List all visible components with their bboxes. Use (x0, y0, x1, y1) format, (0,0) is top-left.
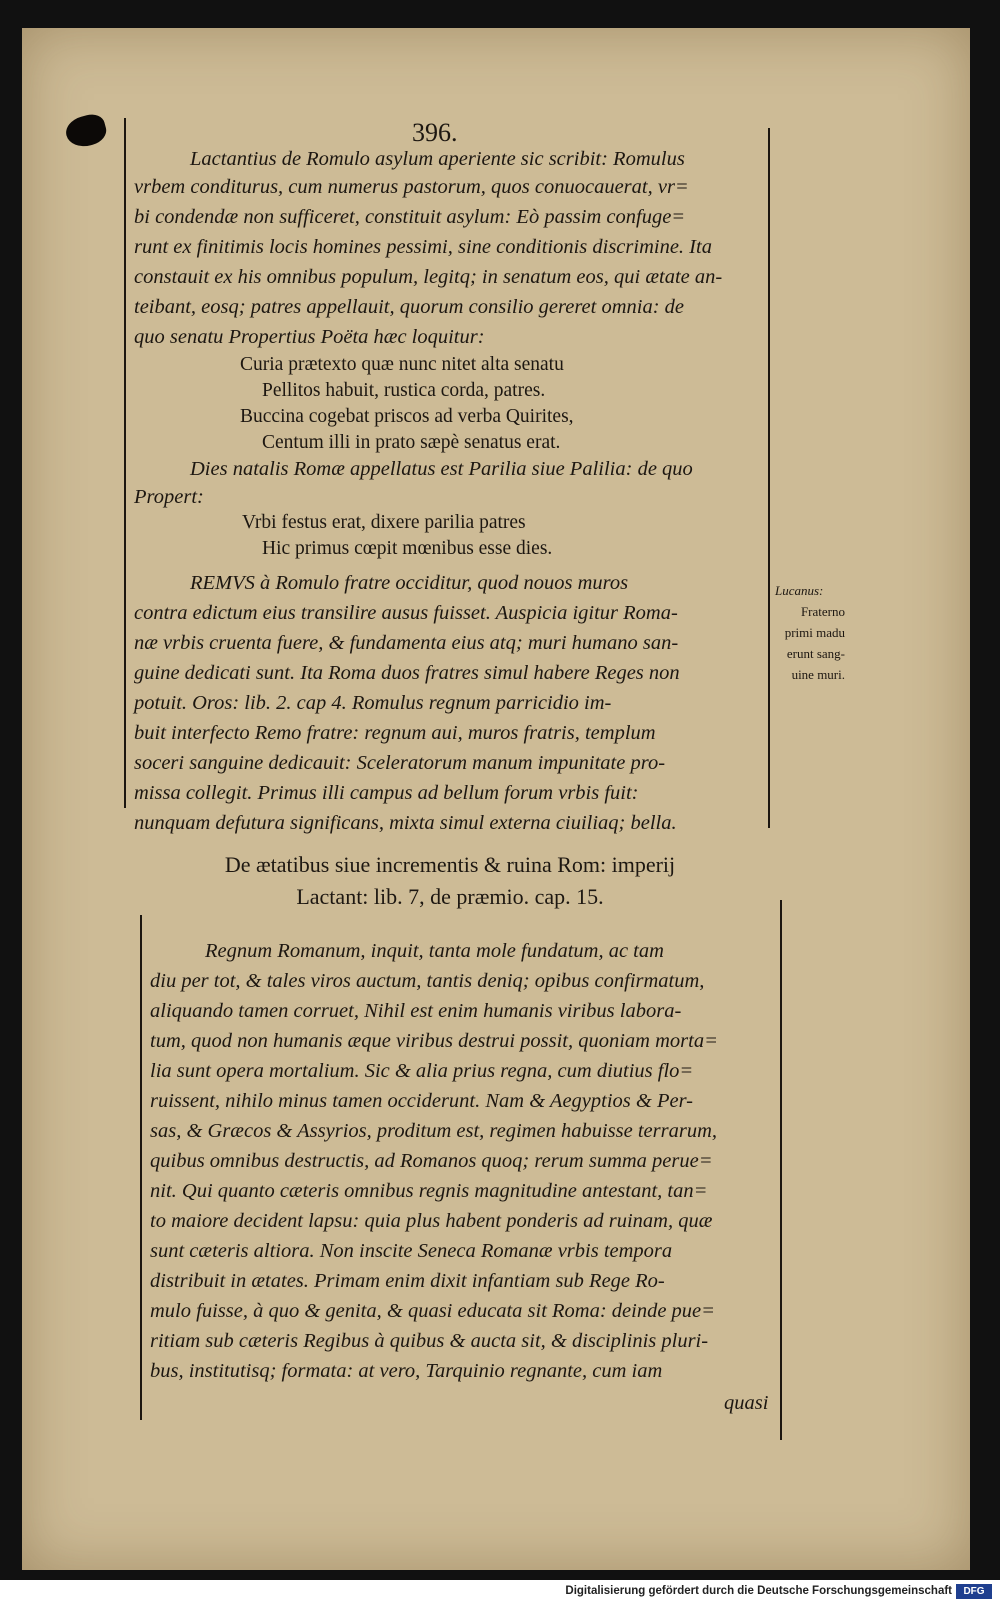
dfg-logo: DFG (956, 1584, 992, 1599)
verse-line: Vrbi festus erat, dixere parilia patres (242, 512, 526, 533)
text-line: Lactantius de Romulo asylum aperiente sic scribit: Romulus (190, 148, 685, 170)
text-line: missa collegit. Primus illi campus ad bellum forum vrbis fuit: (134, 782, 639, 804)
text-line: guine dedicati sunt. Ita Roma duos fratres simul habere Reges non (134, 662, 680, 684)
footer-bar (0, 1580, 1000, 1603)
text-line: næ vrbis cruenta fuere, & fundamenta eius atq; muri humano san- (134, 632, 679, 654)
right-rule-upper (768, 128, 770, 828)
text-line: quo senatu Propertius Poëta hæc loquitur: (134, 326, 485, 348)
section-heading-line-2: Lactant: lib. 7, de præmio. cap. 15. (296, 884, 604, 909)
text-line: aliquando tamen corruet, Nihil est enim humanis viribus labora- (150, 1000, 682, 1022)
verse-line: Centum illi in prato sæpè senatus erat. (262, 432, 561, 453)
text-line: buit interfecto Remo fratre: regnum aui, muros fratris, templum (134, 722, 656, 744)
text-line: quibus omnibus destructis, ad Romanos quoq; rerum summa perue= (150, 1150, 713, 1172)
text-line: bus, institutisq; formata: at vero, Tarquinio regnante, cum iam (150, 1360, 663, 1382)
verse-line: Curia prætexto quæ nunc nitet alta senatu (240, 354, 564, 375)
text-line: runt ex finitimis locis homines pessimi, sine conditionis discrimine. Ita (134, 236, 712, 258)
text-line: tum, quod non humanis æque viribus destrui possit, quoniam morta= (150, 1030, 718, 1052)
margin-note-line: erunt sang- (786, 646, 845, 661)
text-line: ritiam sub cæteris Regibus à quibus & aucta sit, & disciplinis pluri- (150, 1330, 709, 1352)
text-line: contra edictum eius transilire ausus fuisset. Auspicia igitur Roma- (134, 602, 678, 624)
text-line: lia sunt opera mortalium. Sic & alia prius regna, cum diutius flo= (150, 1060, 694, 1082)
section-heading-line-1: De ætatibus siue incrementis & ruina Rom: imperij (224, 852, 676, 877)
right-rule-lower (780, 900, 782, 1440)
text-line: nit. Qui quanto cæteris omnibus regnis magnitudine antestant, tan= (150, 1180, 708, 1202)
text-line: Dies natalis Romæ appellatus est Parilia siue Palilia: de quo (190, 458, 693, 480)
text-line: to maiore decident lapsu: quia plus habent ponderis ad ruinam, quæ (150, 1210, 713, 1232)
text-line: nunquam defutura significans, mixta simul externa ciuiliaq; bella. (134, 812, 677, 834)
verse-line: Hic primus cœpit mœnibus esse dies. (262, 538, 553, 559)
margin-note-line: Lucanus: (775, 583, 824, 598)
verse-line: Pellitos habuit, rustica corda, patres. (262, 380, 546, 401)
text-line: teibant, eosq; patres appellauit, quorum consilio gereret omnia: de (134, 296, 685, 318)
text-line: bi condendæ non sufficeret, constituit asylum: Eò passim confuge= (134, 206, 686, 228)
text-line: sunt cæteris altiora. Non inscite Seneca Romanæ vrbis tempora (150, 1240, 673, 1262)
left-rule-lower (140, 915, 142, 1420)
text-line: mulo fuisse, à quo & genita, & quasi educata sit Roma: deinde pue= (150, 1300, 715, 1322)
text-line: potuit. Oros: lib. 2. cap 4. Romulus regnum parricidio im- (134, 692, 612, 714)
text-line: diu per tot, & tales viros auctum, tantis deniq; opibus confirmatum, (150, 970, 705, 992)
verse-line: Buccina cogebat priscos ad verba Quirites, (240, 406, 574, 427)
margin-note (775, 580, 845, 685)
margin-note-line: primi madu (784, 625, 845, 640)
text-line: ruissent, nihilo minus tamen occiderunt. Nam & Aegyptios & Per- (150, 1090, 693, 1112)
text-line: constauit ex his omnibus populum, legitq; in senatum eos, qui ætate an- (134, 266, 723, 288)
text-line: soceri sanguine dedicauit: Sceleratorum manum impunitate pro- (134, 752, 666, 774)
footer-credit: Digitalisierung gefördert durch die Deutsche Forschungsgemeinschaft (565, 1585, 952, 1597)
catchword: quasi (724, 1392, 769, 1414)
margin-note-line: Fraterno (800, 604, 845, 619)
text-line: distribuit in ætates. Primam enim dixit infantiam sub Rege Ro- (150, 1270, 665, 1292)
left-rule-upper (124, 118, 126, 808)
page-number: 396. (412, 118, 458, 147)
text-line: sas, & Græcos & Assyrios, proditum est, regimen habuisse terrarum, (150, 1120, 717, 1142)
margin-note-line: uine muri. (791, 667, 845, 682)
text-line: Propert: (134, 486, 204, 508)
text-line: vrbem conditurus, cum numerus pastorum, quos conuocauerat, vr= (134, 176, 689, 198)
text-line: Regnum Romanum, inquit, tanta mole fundatum, ac tam (205, 940, 664, 962)
text-line: REMVS à Romulo fratre occiditur, quod nouos muros (190, 572, 629, 594)
